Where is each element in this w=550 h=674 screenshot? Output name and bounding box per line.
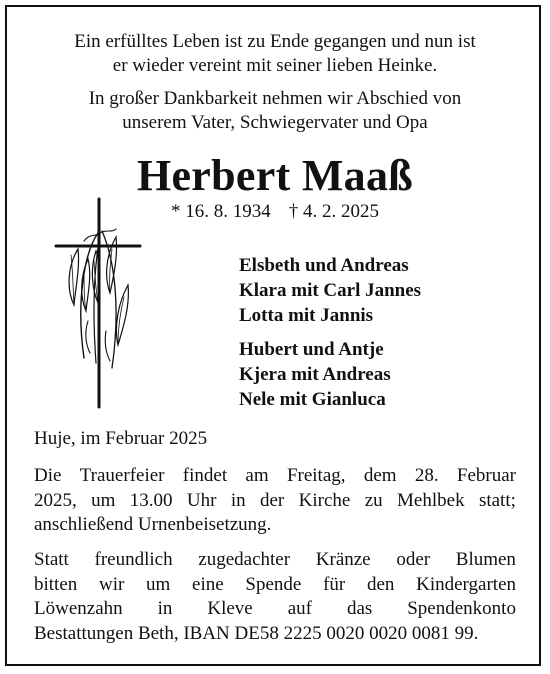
word: 28. xyxy=(414,465,439,486)
word: Kränze xyxy=(315,549,371,570)
donation-line xyxy=(34,548,516,573)
word: Statt xyxy=(34,549,69,570)
family-member-line: Kjera mit Andreas xyxy=(239,364,391,385)
funeral-announcement xyxy=(34,464,516,538)
place-and-date: Huje, im Februar 2025 xyxy=(34,428,208,449)
family-member-line: Klara mit Carl Jannes xyxy=(239,280,422,301)
donation-request xyxy=(34,548,516,646)
word: statt; xyxy=(478,489,516,511)
word: Kindergarten xyxy=(416,573,516,595)
word: dem xyxy=(363,465,397,486)
word: Kleve xyxy=(207,598,253,619)
word: Mehlbek xyxy=(397,489,465,511)
family-member-line: Nele mit Gianluca xyxy=(239,389,386,410)
deceased-name: Herbert Maaß xyxy=(136,151,414,200)
word: Spendenkonto xyxy=(407,598,516,619)
word: zugedachter xyxy=(198,549,291,570)
word: auf xyxy=(287,598,312,619)
birth-date: * 16. 8. 1934 xyxy=(171,201,271,222)
family-member-line: Lotta mit Jannis xyxy=(239,305,374,326)
word: Trauerfeier xyxy=(79,465,165,486)
word: Die xyxy=(34,465,62,486)
word: Spende xyxy=(245,573,302,595)
word: oder xyxy=(396,549,431,570)
family-member-line: Hubert und Antje xyxy=(239,339,384,360)
word: am xyxy=(245,465,269,486)
word: den xyxy=(366,573,395,595)
funeral-line xyxy=(34,489,516,514)
word: Freitag, xyxy=(286,465,346,486)
word: findet xyxy=(182,465,228,486)
donation-line xyxy=(34,622,516,647)
word: Kirche xyxy=(298,489,351,511)
word: freundlich xyxy=(94,549,173,570)
donation-line xyxy=(34,597,516,622)
word: 13.00 xyxy=(129,489,173,511)
family-group-children-2 xyxy=(239,337,391,412)
word: Februar xyxy=(456,465,516,486)
word: für xyxy=(323,573,346,595)
word: das xyxy=(346,598,373,619)
word: Löwenzahn xyxy=(34,598,123,619)
funeral-line xyxy=(34,513,516,538)
word: bitten xyxy=(34,573,78,595)
word: zu xyxy=(364,489,383,511)
word: wir xyxy=(99,573,125,595)
intro-line: Ein erfülltes Leben ist zu Ende gegangen und nun ist xyxy=(74,31,476,52)
word: Bestattungen Beth, IBAN DE58 2225 0020 0020 0081 99. xyxy=(34,622,479,644)
word: in xyxy=(157,598,173,619)
intro-farewell xyxy=(0,87,550,135)
cross-with-grain-stalks-icon xyxy=(54,193,154,413)
death-date: † 4. 2. 2025 xyxy=(288,201,379,222)
word: um xyxy=(91,489,116,511)
word: Blumen xyxy=(455,549,516,570)
donation-line xyxy=(34,573,516,598)
intro-verse xyxy=(0,30,550,78)
word: in xyxy=(230,489,246,511)
family-group-children-1 xyxy=(239,253,421,328)
intro-line: er wieder vereint mit seiner lieben Heinke. xyxy=(112,55,438,76)
word: Uhr xyxy=(186,489,217,511)
word: 2025, xyxy=(34,489,77,511)
funeral-line xyxy=(34,464,516,489)
intro-line: In großer Dankbarkeit nehmen wir Abschied von xyxy=(88,88,462,109)
word: um xyxy=(146,573,171,595)
intro-line: unserem Vater, Schwiegervater und Opa xyxy=(122,112,428,133)
word: der xyxy=(260,489,285,511)
family-member-line: Elsbeth und Andreas xyxy=(239,255,409,276)
word: anschließend Urnenbeisetzung. xyxy=(34,514,272,535)
word: eine xyxy=(192,573,224,595)
